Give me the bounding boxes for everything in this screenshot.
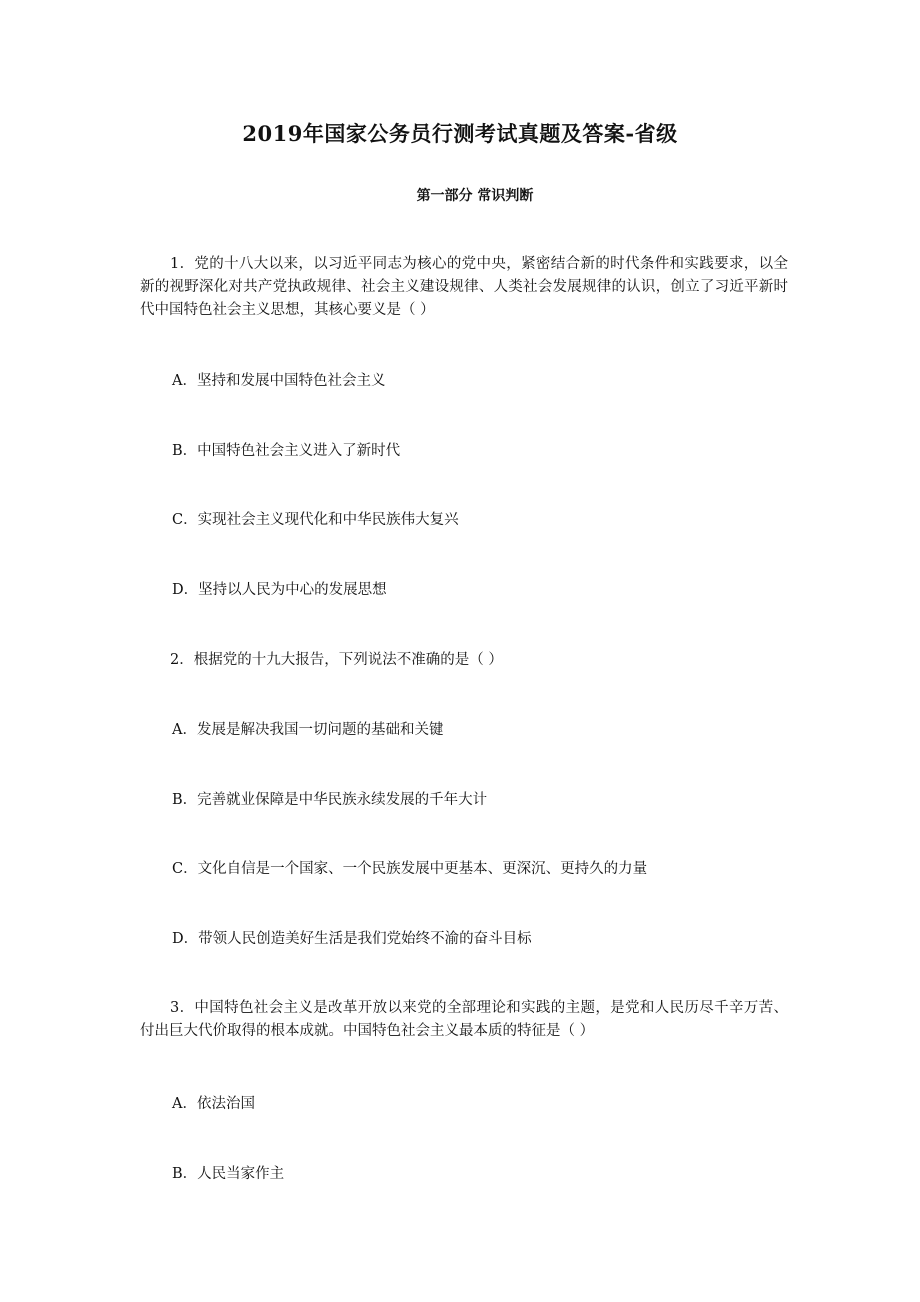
question-3-option-b: B．人民当家作主: [172, 1166, 285, 1182]
question-2-option-c: C．文化自信是一个国家、一个民族发展中更基本、更深沉、更持久的力量: [172, 861, 648, 877]
question-1-option-c: C．实现社会主义现代化和中华民族伟大复兴: [172, 512, 459, 528]
section-title: 第一部分 常识判断: [416, 188, 534, 204]
question-3-option-a: A．依法治国: [172, 1096, 255, 1112]
question-2-text: 2．根据党的十九大报告，下列说法不准确的是（ ）: [170, 652, 503, 668]
question-1-text: 1．党的十八大以来，以习近平同志为核心的党中央，紧密结合新的时代条件和实践要求，以全新的视野深化对共产党执政规律、社会主义建设规律、人类社会发展规律的认识，创立了习近平新时代中国特色社会主义思想，其核心要义是（ ）: [140, 256, 788, 318]
question-2-option-a: A．发展是解决我国一切问题的基础和关键: [172, 722, 444, 738]
question-2-option-d: D．带领人民创造美好生活是我们党始终不渝的奋斗目标: [172, 931, 532, 947]
question-3-text: 3．中国特色社会主义是改革开放以来党的全部理论和实践的主题，是党和人民历尽千辛万苦、付出巨大代价取得的根本成就。中国特色社会主义最本质的特征是（ ）: [140, 1000, 788, 1039]
question-2-option-b: B．完善就业保障是中华民族永续发展的千年大计: [172, 792, 488, 808]
question-1-option-d: D．坚持以人民为中心的发展思想: [172, 582, 387, 598]
question-1-option-b: B．中国特色社会主义进入了新时代: [172, 443, 401, 459]
document-title: 2019年国家公务员行测考试真题及答案-省级: [242, 121, 678, 146]
question-1-option-a: A．坚持和发展中国特色社会主义: [172, 373, 386, 389]
